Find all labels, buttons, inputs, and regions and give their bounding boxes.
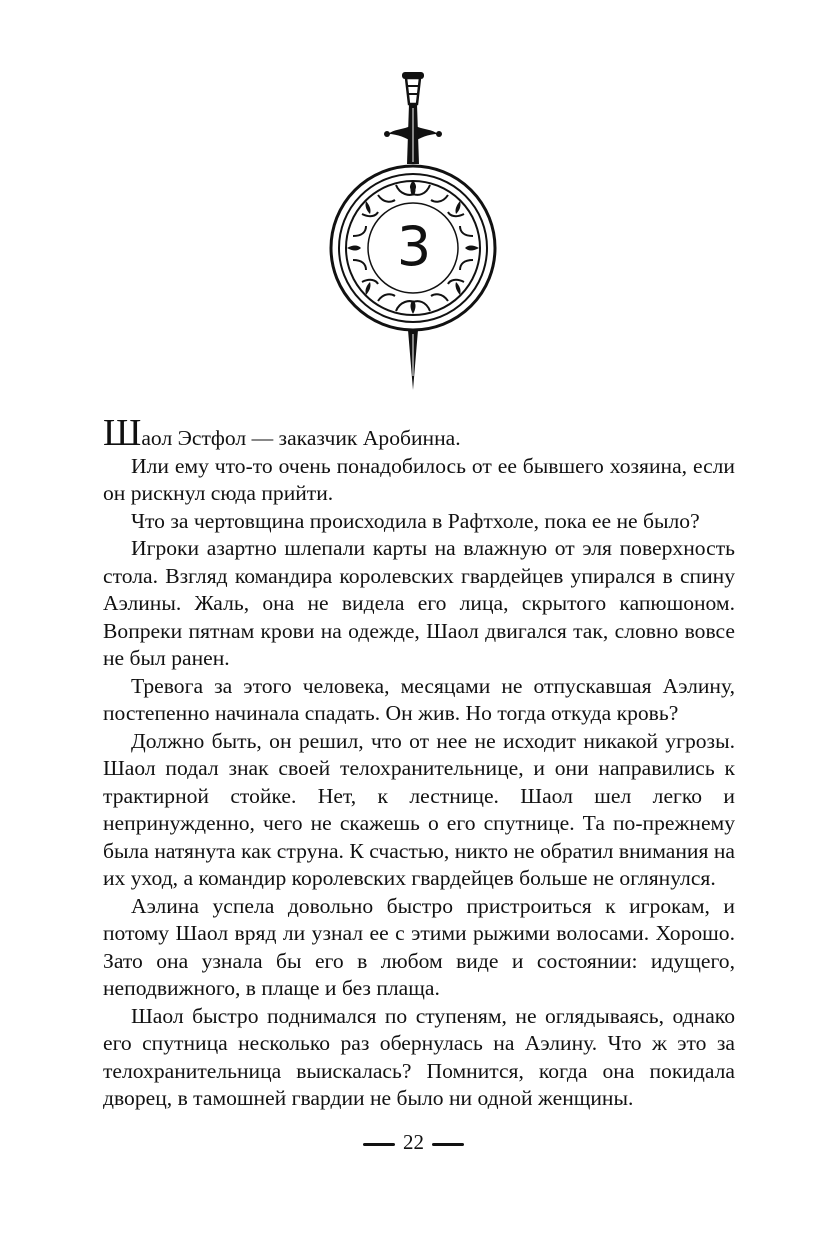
page-footer	[0, 1128, 827, 1156]
paragraph: Что за чертовщина происходила в Рафтхоле, пока ее не было?	[131, 508, 700, 533]
paragraph: Тревога за этого человека, месяцами не отпускавшая Аэлину, постепенно начинала спадать. Он жив. Но тогда откуда кровь?	[103, 673, 735, 725]
opening-paragraph	[103, 412, 735, 454]
opening-text: аол Эстфол — заказчик Аробинна.	[141, 426, 461, 450]
footer-rule-left	[363, 1143, 395, 1146]
paragraph: Игроки азартно шлепали карты на влажную от эля поверхность стола. Взгляд командира королевских гвардейцев упирался в спину Аэлины. Жаль, она не видела его лица, скрытого капюшоном. Вопреки пятнам крови на одежде, Шаол двигался так, словно вовсе не был ранен.	[103, 536, 735, 670]
paragraph: Шаол быстро поднимался по ступеням, не оглядываясь, однако его спутница несколько раз обернулась на Аэлину. Что ж это за телохранительница выискалась? Помнится, когда она покидала дворец, в тамошней гвардии не было ни одной женщины.	[103, 1003, 735, 1110]
paragraph: Должно быть, он решил, что от нее не исходит никакой угрозы. Шаол подал знак своей телохранительнице, и они направились к трактирной стойке. Нет, к лестнице. Шаол шел легко и непринужденно, чего не скажешь о его спутнице. Та по-прежнему была натянута как струна. К счастью, никто не обратил внимания на их уход, а командир королевских гвардейцев больше не оглянулся.	[103, 728, 735, 890]
drop-cap: Ш	[103, 412, 142, 454]
page-number: 22	[403, 1130, 424, 1154]
body-text	[103, 412, 735, 1113]
paragraph: Аэлина успела довольно быстро пристроиться к игрокам, и потому Шаол вряд ли узнал ее с этими рыжими волосами. Хорошо. Зато она узнала бы его в любом виде и состоянии: идущего, неподвижного, в плаще и без плаща.	[103, 893, 735, 1000]
sword-grip	[406, 78, 420, 104]
chapter-number: 3	[396, 215, 432, 278]
footer-rule-right	[432, 1143, 464, 1146]
paragraph: Или ему что-то очень понадобилось от ее бывшего хозяина, если он рискнул сюда прийти.	[103, 453, 735, 505]
